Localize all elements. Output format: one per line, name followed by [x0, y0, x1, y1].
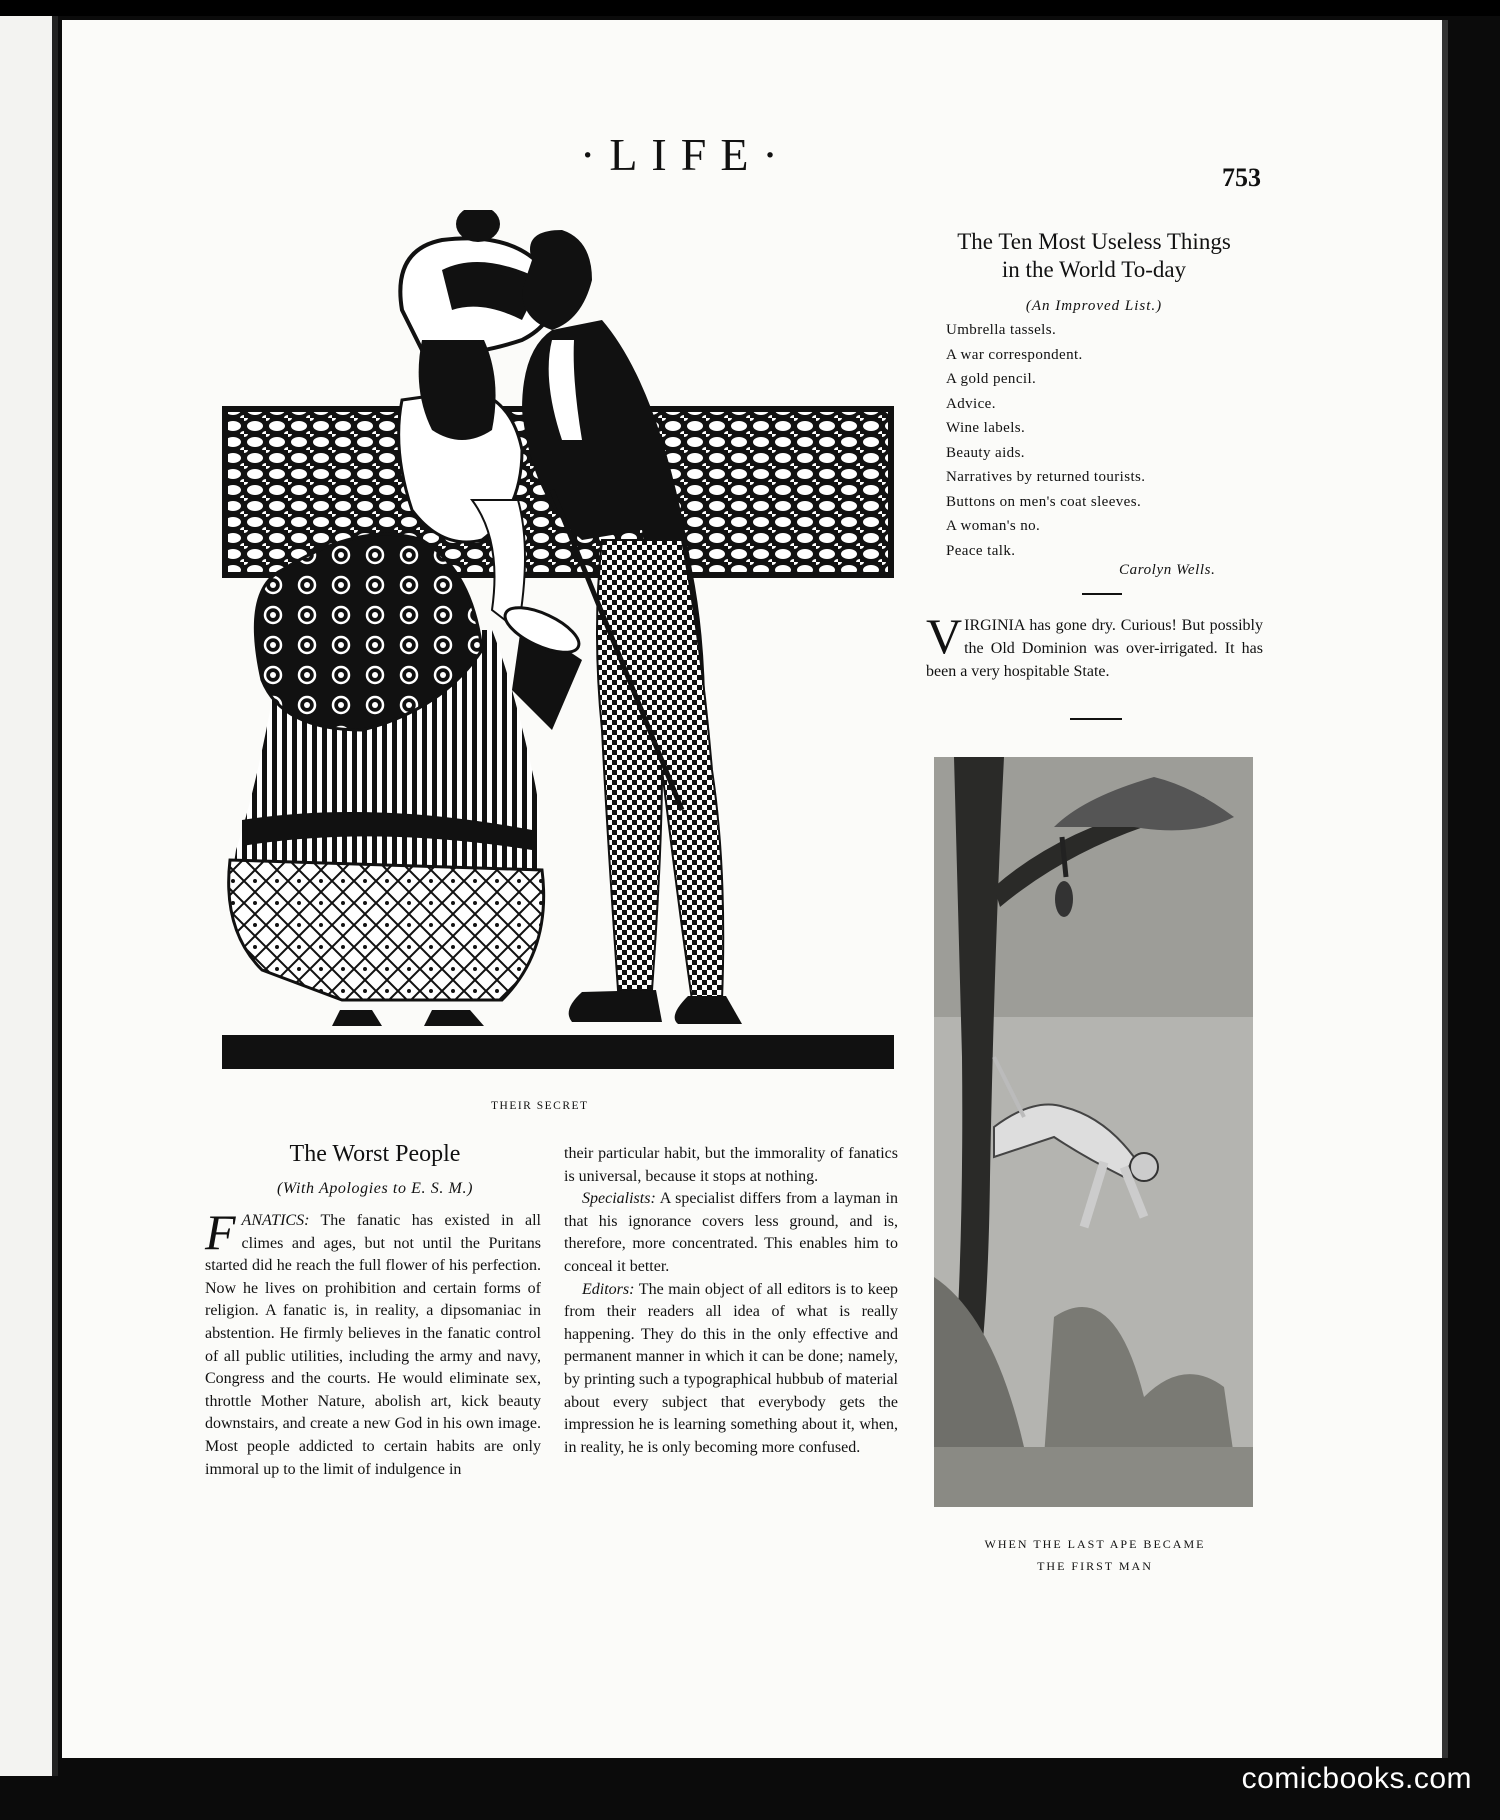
useless-things-list	[946, 318, 1145, 563]
photo-caption-line2: THE FIRST MAN	[1037, 1559, 1153, 1573]
editors-lead: Editors:	[582, 1280, 635, 1298]
top-border	[0, 0, 1500, 16]
list-item: Beauty aids.	[946, 444, 1025, 461]
article-column-2	[564, 1143, 898, 1459]
photo-caption-line1: WHEN THE LAST APE BECAME	[984, 1537, 1206, 1551]
author-credit: Carolyn Wells.	[1119, 562, 1216, 578]
list-item: Narratives by returned tourists.	[946, 469, 1146, 485]
virginia-paragraph	[926, 608, 1263, 683]
list-item: Advice.	[946, 395, 996, 412]
specialists-lead: Specialists:	[582, 1190, 656, 1208]
watermark: comicbooks.com	[1241, 1762, 1472, 1795]
page-number: 753	[1222, 163, 1261, 192]
ape-photo	[934, 757, 1253, 1507]
illustration-caption: THEIR SECRET	[491, 1100, 589, 1112]
photo-caption	[930, 1533, 1260, 1577]
their-secret-illustration	[222, 210, 894, 1070]
masthead: ·LIFE·	[580, 129, 792, 180]
binding-gutter	[52, 16, 58, 1776]
list-item: A woman's no.	[946, 518, 1041, 534]
ten-things-title-line1: The Ten Most Useless Things	[957, 229, 1231, 254]
page-edge	[1442, 20, 1448, 1758]
specialists-text: A specialist differs from a layman in that his ignorance covers less ground, and is, therefore, more concentrated. This enables him to conceal it better.	[564, 1190, 898, 1275]
ten-things-heading	[928, 228, 1260, 320]
article-title: The Worst People	[289, 1141, 461, 1167]
ten-things-subtitle: (An Improved List.)	[1025, 298, 1163, 314]
editors-text: The main object of all editors is to keep from their readers all idea of what is really happening. They do this in the only effective and permanent manner in which it can be done; namely, by printing such a typographical hubbub of material about every subject that everybody gets the impression he is learning something about it, when, in reality, he is only becoming more confused.	[564, 1280, 898, 1456]
ten-things-title-line2: in the World To-day	[1001, 257, 1187, 282]
drop-cap: V	[926, 608, 963, 664]
list-item: Wine labels.	[946, 420, 1026, 436]
divider-rule	[1070, 718, 1122, 720]
fanatics-continued: their particular habit, but the immorality of fanatics is universal, because it stops at nothing.	[564, 1145, 898, 1185]
divider-rule	[1082, 593, 1122, 595]
list-item: Peace talk.	[946, 542, 1016, 559]
article-subtitle: (With Apologies to E. S. M.)	[276, 1180, 474, 1197]
list-item: A gold pencil.	[946, 371, 1037, 387]
drop-cap: F	[205, 1204, 236, 1260]
list-item: Umbrella tassels.	[946, 322, 1057, 338]
fanatics-lead: ANATICS:	[241, 1212, 310, 1229]
list-item: Buttons on men's coat sleeves.	[946, 493, 1142, 510]
list-item: A war correspondent.	[946, 346, 1083, 363]
previous-page-edge	[0, 16, 58, 1776]
virginia-text: IRGINIA has gone dry. Curious! But possibly the Old Dominion was over-irrigated. It has been a very hospitable State.	[926, 617, 1263, 680]
fanatics-text: The fanatic has existed in all climes and ages, but not until the Puritans started did he reach the full flower of his perfection. Now he lives on prohibition and certain forms of religion. A fanatic is, in reality, a dipsomaniac in abstention. He firmly believes in the fanatic control of all public utilities, including the army and navy, Congress and the courts. He would eliminate sex, throttle Mother Nature, abolish art, kick beauty downstairs, and create a new God in his own image. Most people addicted to certain habits are only immoral up to the limit of indulgence in	[205, 1212, 541, 1478]
article-column-1	[205, 1204, 541, 1481]
